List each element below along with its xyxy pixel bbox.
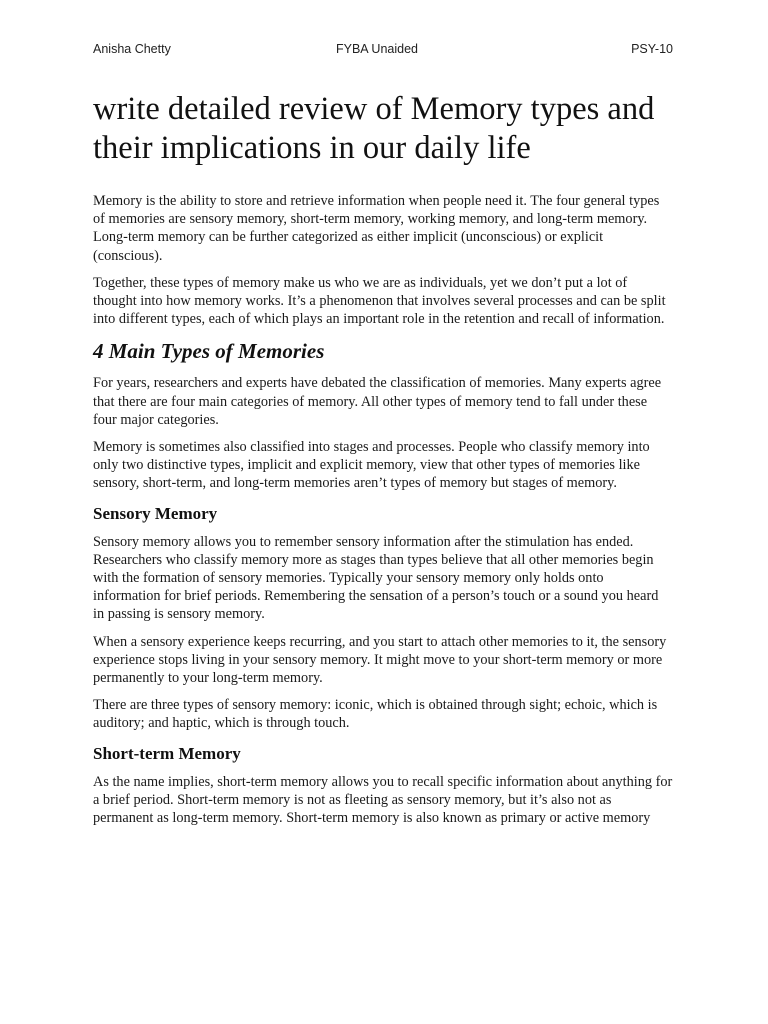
sensory-paragraph-2: When a sensory experience keeps recurring, and you start to attach other memories to it, the sensory experience stops living in your sensory memory. It might move to your short-term memory or more permanently to your long-term memory. xyxy=(93,633,667,687)
main-types-paragraph-1: For years, researchers and experts have debated the classification of memories. Many experts agree that there are four main categories of memory. All other types of memory tend to fall under these four major categories. xyxy=(93,375,662,428)
header-author: Anisha Chetty xyxy=(93,42,171,56)
main-types-heading: 4 Main Types of Memories xyxy=(93,339,325,364)
header-code: PSY-10 xyxy=(631,42,673,56)
intro-paragraph-1: Memory is the ability to store and retrieve information when people need it. The four general types of memories are sensory memory, short-term memory, working memory, and long-term memory. Long-term memory can be further categorized as either implicit (unconscious) or explicit (conscious). xyxy=(93,193,660,264)
header-course: FYBA Unaided xyxy=(336,42,418,56)
sensory-paragraph-1: Sensory memory allows you to remember sensory information after the stimulation has ended. Researchers who classify memory more as stages than types believe that all other memories begin with the formation of sensory memories. Typically your sensory memory only holds onto information for brief periods. Remembering the sensation of a person’s touch or a sound you heard in passing is sensory memory. xyxy=(93,533,659,623)
page-header xyxy=(93,42,673,60)
short-term-heading: Short-term Memory xyxy=(93,743,241,763)
intro-paragraph-2: Together, these types of memory make us who we are as individuals, yet we don’t put a lot of thought into how memory works. It’s a phenomenon that involves several processes and can be split into different types, each of which plays an important role in the retention and recall of information. xyxy=(93,274,666,328)
short-term-paragraph-1: As the name implies, short-term memory allows you to recall specific information about anything for a brief period. Short-term memory is not as fleeting as sensory memory, but it’s also not as permanent as long-term memory. Short-term memory is also known as primary or active memory xyxy=(93,773,673,827)
document-title: write detailed review of Memory types and their implications in our daily life xyxy=(93,91,655,166)
main-types-paragraph-2: Memory is sometimes also classified into stages and processes. People who classify memory into only two distinctive types, implicit and explicit memory, view that other types of memories like sensory, short-term, and long-term memories aren’t types of memory but stages of memory. xyxy=(93,439,650,492)
sensory-heading: Sensory Memory xyxy=(93,503,218,523)
document-body xyxy=(93,192,673,836)
sensory-paragraph-3: There are three types of sensory memory: iconic, which is obtained through sight; echoic, which is auditory; and haptic, which is through touch. xyxy=(93,697,658,732)
